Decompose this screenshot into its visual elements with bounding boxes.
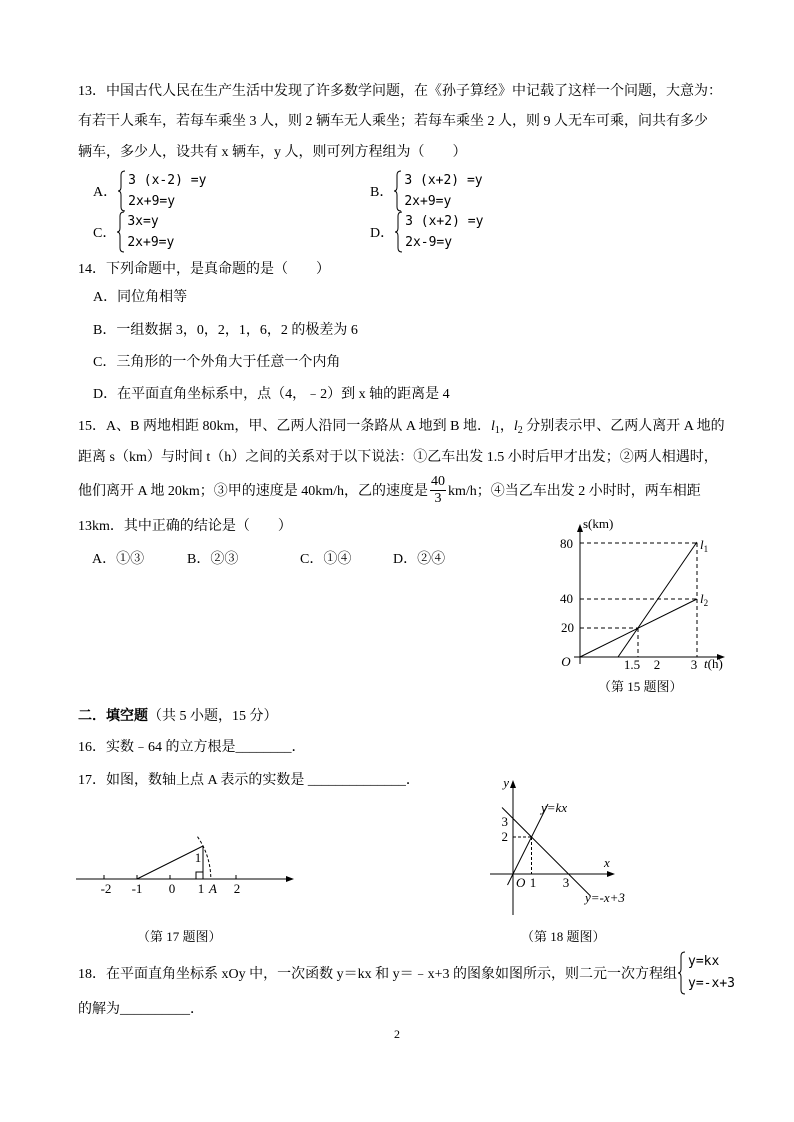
- q15-line-1: [78, 417, 725, 437]
- fraction: [430, 475, 446, 506]
- q15-option-b: B．②③: [187, 552, 239, 567]
- y-tick-label: 40: [560, 591, 573, 606]
- q13-option-c: [93, 211, 174, 253]
- brace-path: [118, 171, 125, 211]
- equation-system: [128, 170, 206, 212]
- equation-1: 3 (x+2) =y: [404, 173, 483, 188]
- q13-option-a: [93, 170, 206, 212]
- brace-path: [395, 212, 402, 252]
- q14-option-d: D．在平面直角坐标系中，点（4，﹣2）到 x 轴的距离是 4: [93, 387, 450, 402]
- equation-2: 2x+9=y: [128, 194, 176, 209]
- q15-line-3: [78, 475, 701, 505]
- q17-figure-caption: （第 17 题图）: [137, 929, 222, 944]
- equation-2: 2x+9=y: [127, 235, 175, 250]
- section-2-title: 二．填空题: [78, 709, 148, 724]
- option-label: B．: [370, 185, 394, 200]
- brace-path: [394, 171, 401, 211]
- q17-text: 17．如图，数轴上点 A 表示的实数是 ______________．: [78, 773, 420, 788]
- right-angle-marker: [196, 872, 203, 879]
- q15-figure: [550, 512, 735, 677]
- y-tick-label: 2: [501, 829, 508, 844]
- q14-option-a: A．同位角相等: [93, 290, 188, 305]
- equation-1: 3x=y: [127, 214, 159, 229]
- x-axis-unit: (h): [707, 656, 723, 671]
- tick-label: 1: [197, 881, 205, 896]
- q18-figure: [485, 775, 635, 920]
- line-a-label: y=kx: [541, 800, 568, 815]
- l2-label: [700, 591, 708, 608]
- x-axis-arrow-icon: [607, 871, 615, 877]
- l2-symbol: l: [700, 591, 704, 606]
- q13-option-b: [370, 170, 483, 212]
- q15-figure-caption: （第 15 题图）: [598, 679, 683, 694]
- l1-label: [700, 537, 708, 554]
- x-tick-label: 3: [562, 875, 570, 890]
- q17-figure: [70, 826, 302, 900]
- x-tick-label: 1: [529, 875, 537, 890]
- section-2-header: [78, 707, 278, 727]
- line-b-label: y=-x+3: [585, 890, 625, 905]
- x-tick-label: 1.5: [623, 657, 641, 672]
- l2-subscript: 2: [517, 425, 523, 436]
- x-axis-label: x: [604, 855, 610, 870]
- page-number: 2: [394, 1027, 400, 1041]
- side-length-label: 1: [194, 850, 202, 865]
- q18-figure-caption: （第 18 题图）: [521, 929, 606, 944]
- q18-line-2: 的解为__________．: [78, 1002, 204, 1017]
- l2-symbol: l: [513, 419, 518, 434]
- y-tick-label: 3: [501, 814, 508, 829]
- tick-label: -2: [100, 881, 112, 896]
- l1-subscript: 1: [703, 544, 709, 554]
- y-tick-label: 20: [561, 620, 574, 635]
- q14-stem: 14．下列命题中，是真命题的是（ ）: [78, 262, 330, 277]
- q14-option-b: B．一组数据 3，0，2，1，6，2 的极差为 6: [93, 323, 358, 338]
- y-axis-label: s(km): [583, 516, 614, 531]
- equation-system: [404, 170, 482, 212]
- equation-2: 2x-9=y: [405, 235, 453, 250]
- equation-1: 3 (x+2) =y: [405, 214, 484, 229]
- y-tick-label: 80: [560, 536, 573, 551]
- option-label: D．: [370, 226, 395, 241]
- brace-icon: [117, 170, 126, 212]
- q15-line-2: 距离 s（km）与时间 t（h）之间的关系对于以下说法：①乙车出发 1.5 小时后甲才出发；②两人相遇时，: [78, 450, 718, 465]
- q15-option-a: A．①③: [92, 552, 145, 567]
- equation-2: y=-x+3: [688, 976, 735, 991]
- q15-option-d: D．②④: [393, 552, 446, 567]
- origin-label: O: [516, 875, 526, 890]
- tick-label: 2: [233, 881, 241, 896]
- tick-label: -1: [131, 881, 143, 896]
- q15-line-4: 13km．其中正确的结论是（ ）: [78, 519, 292, 534]
- equation-1: y=kx: [688, 954, 720, 969]
- q14-option-c: C．三角形的一个外角大于任意一个内角: [93, 355, 341, 370]
- l1-subscript: 1: [494, 425, 500, 436]
- x-axis-var: t: [704, 656, 708, 671]
- x-tick-label: 3: [690, 657, 698, 672]
- y-axis-label: y: [503, 775, 509, 790]
- brace-icon: [394, 211, 403, 253]
- equation-system: [127, 211, 174, 253]
- triangle-hypotenuse: [137, 846, 203, 879]
- option-label: C．: [93, 226, 117, 241]
- l1-symbol: l: [700, 537, 704, 552]
- q15-line-1-pre: 15．A、B 两地相距 80km，甲、乙两人沿同一条路从 A 地到 B 地．: [78, 419, 492, 434]
- q13-line-3: 辆车，多少人，设共有 x 辆车，y 人，则可列方程组为（ ）: [78, 145, 467, 160]
- x-tick-label: 2: [653, 657, 661, 672]
- brace-icon: [677, 951, 686, 995]
- q15-line-3-post: km/h；④当乙车出发 2 小时时，两车相距: [448, 484, 701, 499]
- line-y-kx: [508, 804, 549, 885]
- fraction-numerator: 40: [431, 473, 446, 489]
- brace-icon: [393, 170, 402, 212]
- q13-option-d: [370, 211, 483, 253]
- brace-path: [678, 952, 685, 994]
- q13-line-2: 有若干人乘车，若每车乘坐 3 人，则 2 辆车无人乘坐；若每车乘坐 2 人，则 9 人无车可乘，问共有多少: [78, 114, 708, 129]
- l1-symbol: l: [491, 419, 495, 434]
- y-axis-arrow-icon: [510, 780, 516, 788]
- origin-label: O: [561, 654, 571, 669]
- fraction-denominator: 3: [434, 490, 442, 506]
- number-line-arrow-icon: [286, 876, 294, 882]
- brace-path: [117, 212, 124, 252]
- section-2-note: （共 5 小题，15 分）: [148, 709, 278, 724]
- q15-option-c: C．①④: [300, 552, 352, 567]
- point-a-label: A: [209, 881, 217, 896]
- equation-2: 2x+9=y: [404, 194, 452, 209]
- x-axis-label: [704, 656, 723, 671]
- equation-system: [405, 211, 483, 253]
- brace-icon: [116, 211, 125, 253]
- option-label: A．: [93, 185, 118, 200]
- q15-line-1-post: 分别表示甲、乙两人离开 A 地的: [522, 419, 725, 434]
- q16-text: 16．实数﹣64 的立方根是________．: [78, 740, 306, 755]
- tick-label: 0: [168, 881, 176, 896]
- l2-subscript: 2: [703, 598, 709, 608]
- q13-line-1: 13．中国古代人民在生产生活中发现了许多数学问题，在《孙子算经》中记载了这样一个问题，大意为：: [78, 84, 722, 99]
- equation-1: 3 (x-2) =y: [128, 173, 207, 188]
- q15-line-3-pre: 他们离开 A 地 20km；③甲的速度是 40km/h，乙的速度是: [78, 484, 429, 499]
- q18-line-1: [78, 951, 735, 995]
- separator: ，: [499, 419, 514, 434]
- q18-line-1-text: 18．在平面直角坐标系 xOy 中，一次函数 y＝kx 和 y＝﹣x+3 的图象如图所示，则二元一次方程组: [78, 967, 678, 982]
- equation-system: [688, 951, 735, 995]
